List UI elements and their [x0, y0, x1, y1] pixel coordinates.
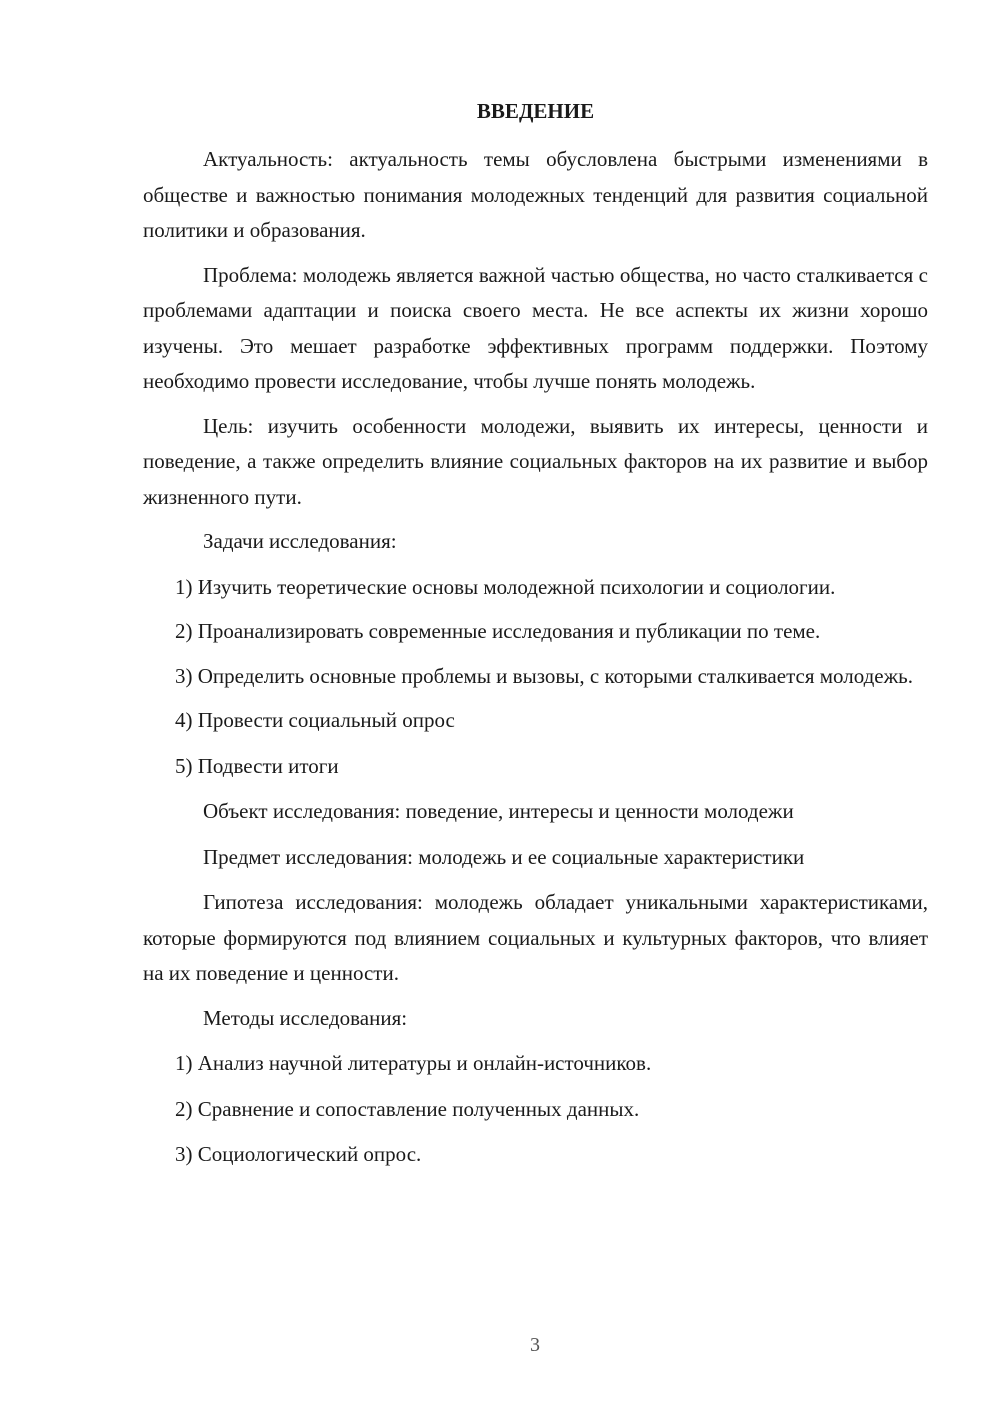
page-number: 3: [530, 1334, 540, 1356]
hypothesis-paragraph: Гипотеза исследования: молодежь обладает уникальными характеристиками, которые формируются под влиянием социальных и культурных факторов, что влияет на их поведение и ценности.: [143, 890, 928, 985]
method-item: 3) Социологический опрос.: [175, 1142, 422, 1166]
relevance-paragraph: Актуальность: актуальность темы обусловлена быстрыми изменениями в обществе и важностью понимания молодежных тенденций для развития социальной политики и образования.: [143, 147, 928, 242]
methods-heading: Методы исследования:: [203, 1005, 408, 1030]
goal-paragraph: Цель: изучить особенности молодежи, выявить их интересы, ценности и поведение, а также определить влияние социальных факторов на их развитие и выбор жизненного пути.: [143, 413, 928, 509]
object-paragraph: Объект исследования: поведение, интересы и ценности молодежи: [203, 799, 794, 823]
task-item: 1) Изучить теоретические основы молодежной психологии и социологии.: [175, 574, 836, 599]
subject-paragraph: Предмет исследования: молодежь и ее социальные характеристики: [203, 844, 805, 869]
method-item: 2) Сравнение и сопоставление полученных данных.: [175, 1096, 640, 1121]
task-item: 5) Подвести итоги: [175, 753, 339, 778]
tasks-heading: Задачи исследования:: [203, 529, 397, 553]
task-item: 4) Провести социальный опрос: [175, 708, 455, 732]
task-item: 3) Определить основные проблемы и вызовы, с которыми сталкивается молодежь.: [175, 663, 913, 688]
problem-paragraph: Проблема: молодежь является важной частью общества, но часто сталкивается с проблемами адаптации и поиска своего места. Не все аспекты их жизни хорошо изучены. Это мешает разработке эффективных программ поддержки. Поэтому необходимо провести исследование, чтобы лучше понять молодежь.: [143, 262, 928, 393]
page-title: ВВЕДЕНИЕ: [476, 99, 595, 123]
document-page: [143, 96, 928, 1183]
task-item: 2) Проанализировать современные исследования и публикации по теме.: [175, 619, 821, 643]
method-item: 1) Анализ научной литературы и онлайн-источников.: [175, 1051, 652, 1075]
